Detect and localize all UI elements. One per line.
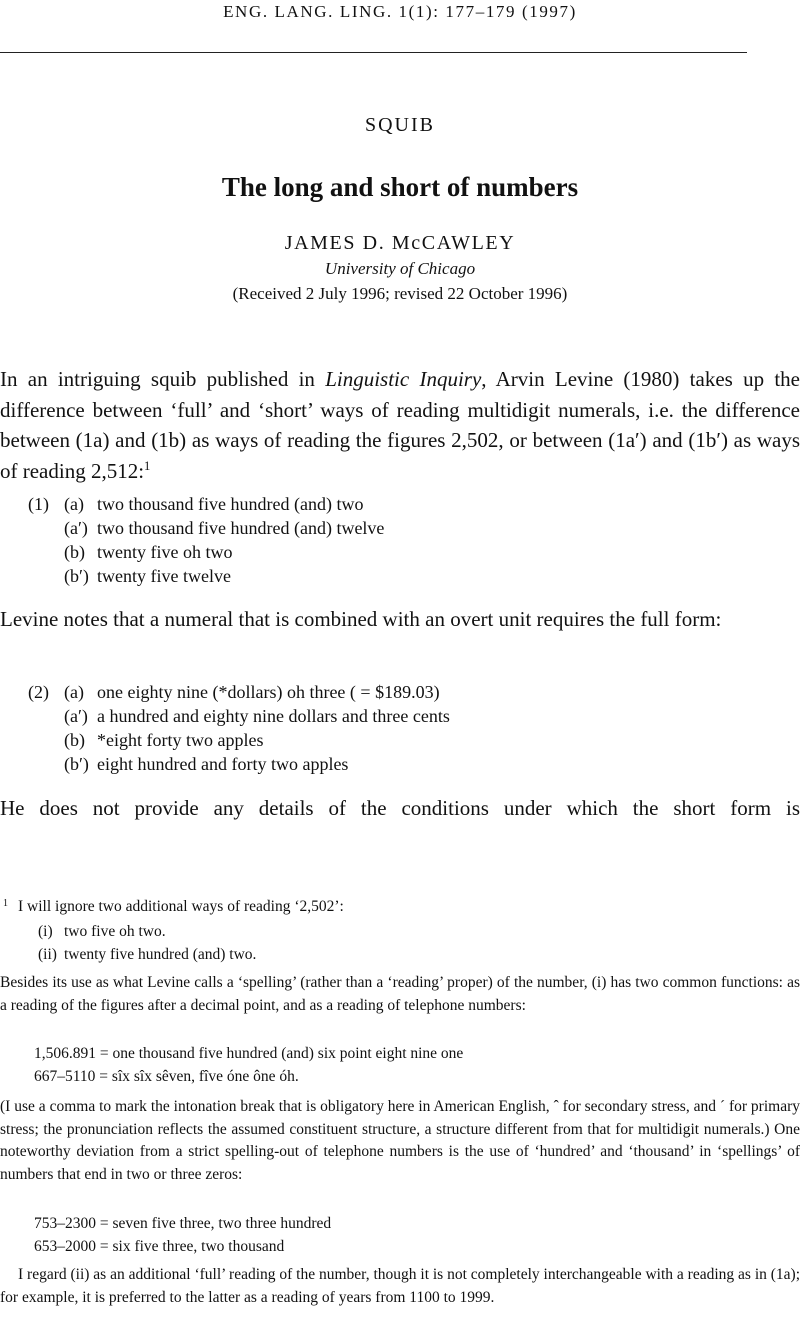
journal-name: Linguistic Inquiry — [325, 367, 482, 391]
example-2-text: a hundred and eighty nine dollars and three cents — [97, 706, 450, 726]
intro-paragraph — [0, 364, 800, 486]
footnote-item-text: two five oh two. — [64, 923, 166, 940]
journal-header: ENG. LANG. LING. 1(1): 177–179 (1997) — [223, 2, 577, 21]
example-2-text: *eight forty two apples — [97, 730, 264, 750]
example-1-text: two thousand five hundred (and) two — [97, 494, 364, 514]
example-1-text: two thousand five hundred (and) twelve — [97, 518, 385, 538]
footnote-ref[interactable]: 1 — [144, 458, 151, 473]
footnote-intro: I will ignore two additional ways of reading ‘2,502’: — [18, 898, 344, 915]
author-name: JAMES D. McCAWLEY — [284, 232, 516, 254]
example-2-label: (a) — [64, 682, 84, 702]
example-2-text: eight hundred and forty two apples — [97, 754, 349, 774]
footnote-paragraph-3: I regard (ii) as an additional ‘full’ reading of the number, though it is not completely interchangeable with a reading as in (1a); for example, it is preferred to the latter as a reading of years from 1100 to 1999. — [0, 1266, 800, 1306]
footnote-example: 653–2000 = six five three, two thousand — [34, 1238, 285, 1255]
intro-text-1: In an intriguing squib published in — [0, 367, 326, 391]
example-1-text: twenty five oh two — [97, 542, 233, 562]
example-2-label: (b′) — [64, 754, 89, 774]
footnote-mark: 1 — [3, 898, 8, 909]
article-title: The long and short of numbers — [221, 172, 579, 202]
example-2-label: (b) — [64, 730, 85, 750]
footnote-paragraph-2: (I use a comma to mark the intonation break that is obligatory here in American English, ˆ for secondary stress, and ´ for primary stress; the pronunciation reflects the assumed constituent structure, a structure different from that for multidigit numerals.) One noteworthy deviation from a strict spelling-out of telephone numbers is the use of ‘hundred’ and ‘thousand’ in ‘spellings’ of numbers that end in two or three zeros: — [0, 1098, 800, 1183]
received-dates: (Received 2 July 1996; revised 22 October 1996) — [232, 284, 568, 303]
section-label: SQUIB — [364, 114, 435, 136]
example-2-number: (2) — [28, 682, 49, 702]
example-1-label: (b) — [64, 542, 85, 562]
intro-text-2: , Arvin Levine (1980) takes up the difference between ‘full’ and ‘short’ ways of reading multidigit numerals, i.e. the difference between (1a) and (1b) as ways of reading the figures 2,502, or between (1a′) and (1b′) as ways of reading 2,512: — [0, 367, 800, 483]
example-1-label: (a) — [64, 494, 84, 514]
footnote-item-text: twenty five hundred (and) two. — [64, 946, 257, 963]
example-2-label: (a′) — [64, 706, 88, 726]
example-1-label: (a′) — [64, 518, 88, 538]
author-affiliation: University of Chicago — [324, 259, 476, 278]
example-1-text: twenty five twelve — [97, 566, 231, 586]
footnote-example: 667–5110 = sîx sîx sêven, fîve óne ône óh. — [34, 1068, 299, 1085]
footnote-example: 1,506.891 = one thousand five hundred (and) six point eight nine one — [34, 1045, 464, 1062]
footnote-paragraph-1: Besides its use as what Levine calls a ‘spelling’ (rather than a ‘reading’ proper) of the number, (i) has two common functions: as a reading of the figures after a decimal point, and as a reading of telephone numbers: — [0, 974, 800, 1014]
footnote-example: 753–2300 = seven five three, two three hundred — [34, 1215, 332, 1232]
example-2-text: one eighty nine (*dollars) oh three ( = $189.03) — [97, 682, 440, 702]
footnote-item-label: (ii) — [38, 946, 57, 963]
footnote-item-label: (i) — [38, 923, 53, 940]
example-1-number: (1) — [28, 494, 49, 514]
paragraph-3: He does not provide any details of the conditions under which the short form is — [0, 796, 800, 820]
header-rule — [0, 52, 747, 53]
example-1-label: (b′) — [64, 566, 89, 586]
paragraph-2: Levine notes that a numeral that is combined with an overt unit requires the full form: — [0, 607, 722, 631]
